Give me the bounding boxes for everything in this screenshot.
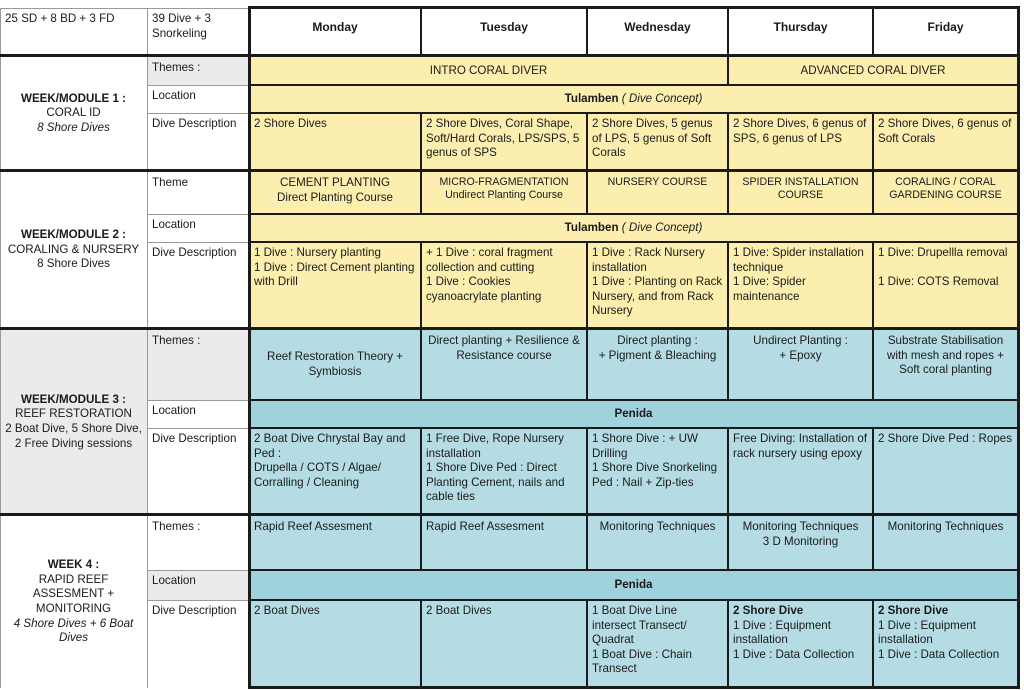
column-separator [420, 329, 422, 400]
week1-location-label: Location [147, 85, 249, 113]
column-separator [872, 242, 874, 328]
week4-location: Penida [249, 570, 1018, 600]
column-separator [727, 600, 729, 688]
column-separator [872, 600, 874, 688]
column-separator [586, 329, 588, 400]
week1-location-note: ( Dive Concept) [621, 92, 703, 105]
column-separator [872, 515, 874, 570]
column-separator [727, 242, 729, 328]
week2-note: 8 Shore Dives [37, 257, 110, 271]
week4-dive-friday [873, 600, 1018, 688]
week3-dive-label: Dive Description [147, 428, 249, 514]
week4-theme-monday: Rapid Reef Assesment [249, 516, 421, 570]
week4-dive-tuesday: 2 Boat Dives [421, 600, 587, 688]
week4-dive-friday-text: 1 Dive : Equipment installation 1 Dive : Data Collection [878, 618, 1000, 661]
column-separator [586, 171, 588, 214]
week4-theme-tuesday: Rapid Reef Assesment [421, 516, 587, 570]
row-separator [249, 84, 1020, 86]
week3-label [0, 330, 147, 514]
column-separator [727, 515, 729, 570]
week1-dive-wednesday: 2 Shore Dives, 5 genus of LPS, 5 genus of Soft Corals [587, 113, 728, 170]
column-separator [586, 515, 588, 570]
week1-note: 8 Shore Dives [37, 120, 110, 134]
week1-subtitle: CORAL ID [46, 106, 101, 120]
week1-dive-thursday: 2 Shore Dives, 6 genus of SPS, 6 genus of LPS [728, 113, 873, 170]
day-wednesday: Wednesday [587, 8, 728, 55]
row-separator [249, 112, 1020, 114]
week1-themes-label: Themes : [147, 57, 249, 85]
week1-theme-advanced: ADVANCED CORAL DIVER [728, 57, 1018, 85]
week3-location-label: Location [147, 400, 249, 428]
column-separator [727, 113, 729, 170]
week4-dive-label: Dive Description [147, 600, 249, 688]
week3-theme-tuesday: Direct planting + Resilience & Resistance course [421, 330, 587, 400]
week4-theme-friday: Monitoring Techniques [873, 516, 1018, 570]
week4-dive-thursday-heading: 2 Shore Dive [733, 604, 804, 617]
week2-dive-tuesday: + 1 Dive : coral fragment collection and cutting 1 Dive : Cookies cyanoacrylate planting [421, 242, 587, 328]
column-separator [872, 113, 874, 170]
week3-subtitle: REEF RESTORATION 2 Boat Dive, 5 Shore Dive, 2 Free Diving sessions [5, 407, 142, 450]
week4-themes-label: Themes : [147, 516, 249, 570]
table-bottom-border [249, 686, 1020, 689]
column-separator [420, 242, 422, 328]
week3-themes-label: Themes : [147, 330, 249, 400]
grid-line [0, 8, 249, 9]
week1-dive-tuesday: 2 Shore Dives, Coral Shape, Soft/Hard Corals, LPS/SPS, 5 genus of SPS [421, 113, 587, 170]
week-separator [0, 169, 1020, 172]
column-separator [872, 171, 874, 214]
column-separator [727, 6, 729, 56]
week2-theme-label: Theme [147, 172, 249, 214]
week4-subtitle: RAPID REEF ASSESMENT + MONITORING [32, 572, 115, 615]
week2-subtitle: CORALING & NURSERY [7, 242, 140, 256]
week1-dive-monday: 2 Shore Dives [249, 113, 421, 170]
week3-dive-tuesday: 1 Free Dive, Rope Nursery installation 1 Shore Dive Ped : Direct Planting Cement, nails and cable ties [421, 428, 587, 514]
header-corner-dives: 25 SD + 8 BD + 3 FD [0, 8, 147, 55]
week1-dive-label: Dive Description [147, 113, 249, 170]
week3-theme-monday: Reef Restoration Theory + Symbiosis [249, 330, 421, 400]
column-separator [586, 113, 588, 170]
grid-line [147, 8, 148, 688]
week3-dive-wednesday: 1 Shore Dive : + UW Drilling 1 Shore Dive Snorkeling Ped : Nail + Zip-ties [587, 428, 728, 514]
week1-title: WEEK/MODULE 1 : [21, 91, 126, 105]
grid-line [147, 400, 249, 401]
week4-dive-thursday-text: 1 Dive : Equipment installation 1 Dive : Data Collection [733, 618, 855, 661]
week2-dive-wednesday: 1 Dive : Rack Nursery installation 1 Dive : Planting on Rack Nursery, and from Rack Nursery [587, 242, 728, 328]
week2-theme-tuesday: MICRO-FRAGMENTATION Undirect Planting Course [421, 172, 587, 214]
week4-theme-wednesday: Monitoring Techniques [587, 516, 728, 570]
day-monday: Monday [249, 8, 421, 55]
column-separator [872, 329, 874, 400]
column-separator [727, 171, 729, 214]
day-tuesday: Tuesday [421, 8, 587, 55]
week4-label [0, 516, 147, 688]
week3-theme-thursday: Undirect Planting : + Epoxy [728, 330, 873, 400]
day-thursday: Thursday [728, 8, 873, 55]
row-separator [249, 599, 1020, 601]
column-separator [420, 6, 422, 56]
week4-dive-monday: 2 Boat Dives [249, 600, 421, 688]
grid-line [147, 600, 249, 601]
week3-dive-friday: 2 Shore Dive Ped : Ropes [873, 428, 1018, 514]
grid-line [147, 242, 249, 243]
week1-dive-friday: 2 Shore Dives, 6 genus of Soft Corals [873, 113, 1018, 170]
week2-location-name: Tulamben [564, 221, 619, 234]
table-top-border [249, 6, 1020, 9]
grid-line [147, 113, 249, 114]
week3-location: Penida [249, 400, 1018, 428]
week4-dive-thursday [728, 600, 873, 688]
week-separator [0, 513, 1020, 516]
week2-dive-thursday: 1 Dive: Spider installation technique 1 Dive: Spider maintenance [728, 242, 873, 328]
week1-location-name: Tulamben [564, 92, 619, 105]
column-separator [420, 515, 422, 570]
grid-line [147, 85, 249, 86]
week2-location-note: ( Dive Concept) [621, 221, 703, 234]
week3-theme-friday: Substrate Stabilisation with mesh and ropes + Soft coral planting [873, 330, 1018, 400]
week3-title: WEEK/MODULE 3 : [21, 392, 126, 406]
header-corner-total: 39 Dive + 3 Snorkeling [147, 8, 249, 55]
column-separator [1017, 6, 1020, 689]
week3-theme-wednesday: Direct planting : + Pigment & Bleaching [587, 330, 728, 400]
week1-location [249, 85, 1018, 113]
week4-theme-thursday: Monitoring Techniques 3 D Monitoring [728, 516, 873, 570]
grid-line [0, 8, 1, 688]
week1-theme-intro: INTRO CORAL DIVER [249, 57, 728, 85]
week2-dive-label: Dive Description [147, 242, 249, 328]
week1-label [0, 57, 147, 170]
week2-title: WEEK/MODULE 2 : [21, 228, 126, 242]
week2-location-label: Location [147, 214, 249, 242]
column-separator [248, 6, 251, 689]
column-separator [872, 428, 874, 514]
grid-line [147, 214, 249, 215]
column-separator [727, 329, 729, 400]
grid-line [147, 570, 249, 571]
row-separator [249, 213, 1020, 215]
week2-theme-wednesday: NURSERY COURSE [587, 172, 728, 214]
week-separator [0, 54, 1020, 57]
column-separator [727, 428, 729, 514]
week4-title: WEEK 4 : [47, 558, 100, 572]
column-separator [420, 428, 422, 514]
column-separator [420, 113, 422, 170]
week2-theme-thursday: SPIDER INSTALLATION COURSE [728, 172, 873, 214]
column-separator [727, 56, 729, 85]
week2-label [0, 172, 147, 328]
week4-location-label: Location [147, 570, 249, 600]
row-separator [249, 241, 1020, 243]
week4-dive-friday-heading: 2 Shore Dive [878, 604, 949, 617]
row-separator [249, 569, 1020, 571]
column-separator [586, 242, 588, 328]
week4-dive-wednesday: 1 Boat Dive Line intersect Transect/ Quadrat 1 Boat Dive : Chain Transect [587, 600, 728, 688]
week3-dive-monday: 2 Boat Dive Chrystal Bay and Ped : Drupella / COTS / Algae/ Corralling / Cleaning [249, 428, 421, 514]
column-separator [872, 6, 874, 56]
week2-theme-monday: CEMENT PLANTING Direct Planting Course [249, 172, 421, 214]
week4-note: 4 Shore Dives + 6 Boat Dives [13, 616, 134, 645]
week2-dive-monday: 1 Dive : Nursery planting 1 Dive : Direct Cement planting with Drill [249, 242, 421, 328]
week-separator [0, 327, 1020, 330]
row-separator [249, 427, 1020, 429]
week2-theme-friday: CORALING / CORAL GARDENING COURSE [873, 172, 1018, 214]
column-separator [586, 428, 588, 514]
week3-dive-thursday: Free Diving: Installation of rack nursery using epoxy [728, 428, 873, 514]
week2-location [249, 214, 1018, 242]
column-separator [420, 600, 422, 688]
grid-line [147, 428, 249, 429]
column-separator [420, 171, 422, 214]
row-separator [249, 399, 1020, 401]
column-separator [586, 600, 588, 688]
column-separator [586, 6, 588, 56]
week2-dive-friday: 1 Dive: Drupellla removal 1 Dive: COTS Removal [873, 242, 1018, 328]
day-friday: Friday [873, 8, 1018, 55]
